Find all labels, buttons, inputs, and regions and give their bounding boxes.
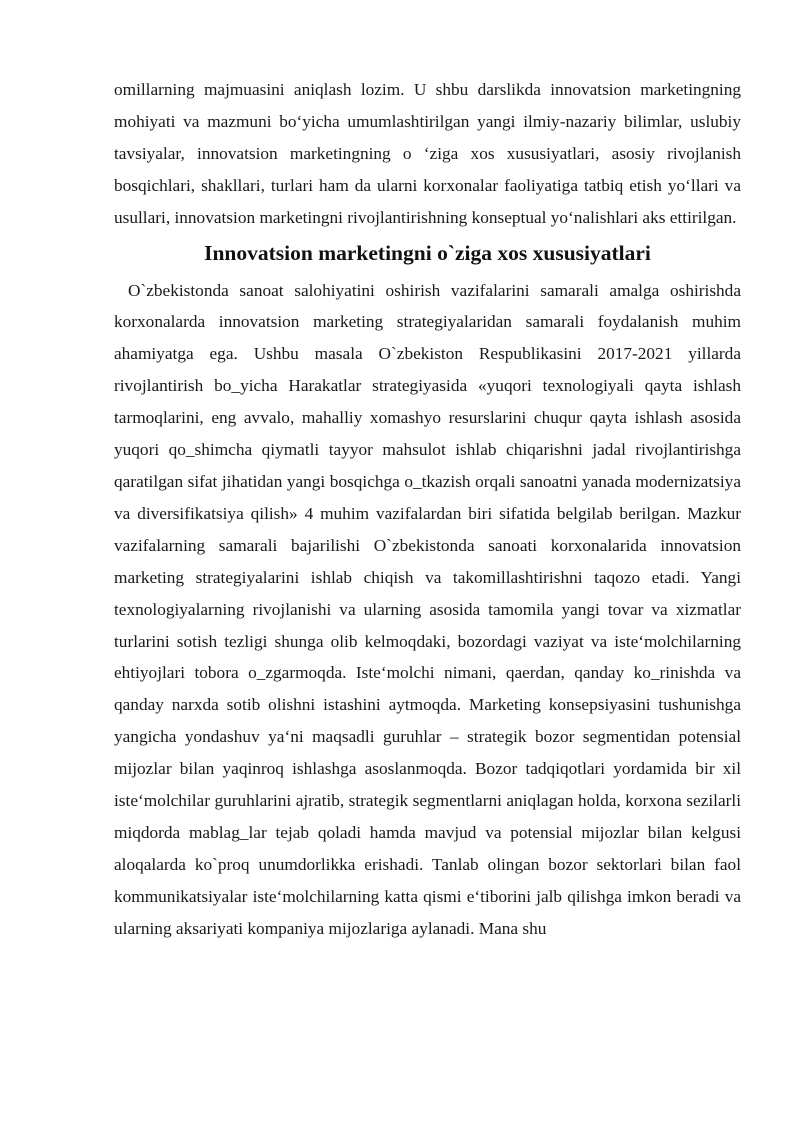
body-paragraph: O`zbekistonda sanoat salohiyatini oshirish vazifalarini samarali amalga oshirishda korxonalarda innovatsion marketing strategiyalaridan samarali foydalanish muhim ahamiyatga ega. Ushbu masala O`zbekiston Respublikasini 2017-2021 yillarda rivojlantirish bo_yicha Harakatlar strategiyasida «yuqori texnologiyali qayta ishlash tarmoqlarini, eng avvalo, mahalliy xomashyo resurslarini chuqur qayta ishlash asosida yuqori qo_shimcha qiymatli tayyor mahsulot ishlab chiqarishni jadal rivojlantirishga qaratilgan sifat jihatidan yangi bosqichga o_tkazish orqali sanoatni yanada modernizatsiya va diversifikatsiya qilish» 4 muhim vazifalardan biri sifatida belgilab berilgan. Mazkur vazifalarning samarali bajarilishi O`zbekistonda sanoati korxonalarida innovatsion marketing strategiyalarini ishlab chiqish va takomillashtirishni taqozo etadi. Yangi texnologiyalarning rivojlanishi va ularning asosida tamomila yangi tovar va xizmatlar turlarini sotish tezligi shunga olib kelmoqdaki, bozordagi vaziyat va iste‘molchilarning ehtiyojlari tobora o_zgarmoqda. Iste‘molchi nimani, qaerdan, qanday ko_rinishda va qanday narxda sotib olishni istashini aytmoqda. Marketing konsepsiyasini tushunishga yangicha yondashuv ya‘ni maqsadli guruhlar – strategik bozor segmentidan potensial mijozlar bilan yaqinroq ishlashga asoslanmoqda. Bozor tadqiqotlari yordamida bir xil iste‘molchilar guruhlarini ajratib, strategik segmentlarni aniqlagan holda, korxona sezilarli miqdorda mablag_lar tejab qoladi hamda mavjud va potensial mijozlar bilan kelgusi aloqalarda ko`proq unumdorlikka erishadi. Tanlab olingan bozor sektorlari bilan faol kommunikatsiyalar iste‘molchilarning katta qismi e‘tiborini jalb qilishga imkon beradi va ularning aksariyati kompaniya mijozlariga aylanadi. Mana shu — [114, 280, 741, 938]
intro-paragraph: omillarning majmuasini aniqlash lozim. U shbu darslikda innovatsion marketingning mohiyati va mazmuni bo‘yicha umumlashtirilgan yangi ilmiy-nazariy bilimlar, uslubiy tavsiyalar, innovatsion marketingning o ‘ziga xos xususiyatlari, asosiy rivojlanish bosqichlari, shakllari, turlari ham da ularni korxonalar faoliyatiga tatbiq etish yo‘llari va usullari, innovatsion marketingni rivojlantirishning konseptual yo‘nalishlari aks ettirilgan. — [114, 80, 741, 227]
document-page — [114, 74, 741, 945]
section-heading: Innovatsion marketingni o`ziga xos xususiyatlari — [204, 240, 651, 265]
